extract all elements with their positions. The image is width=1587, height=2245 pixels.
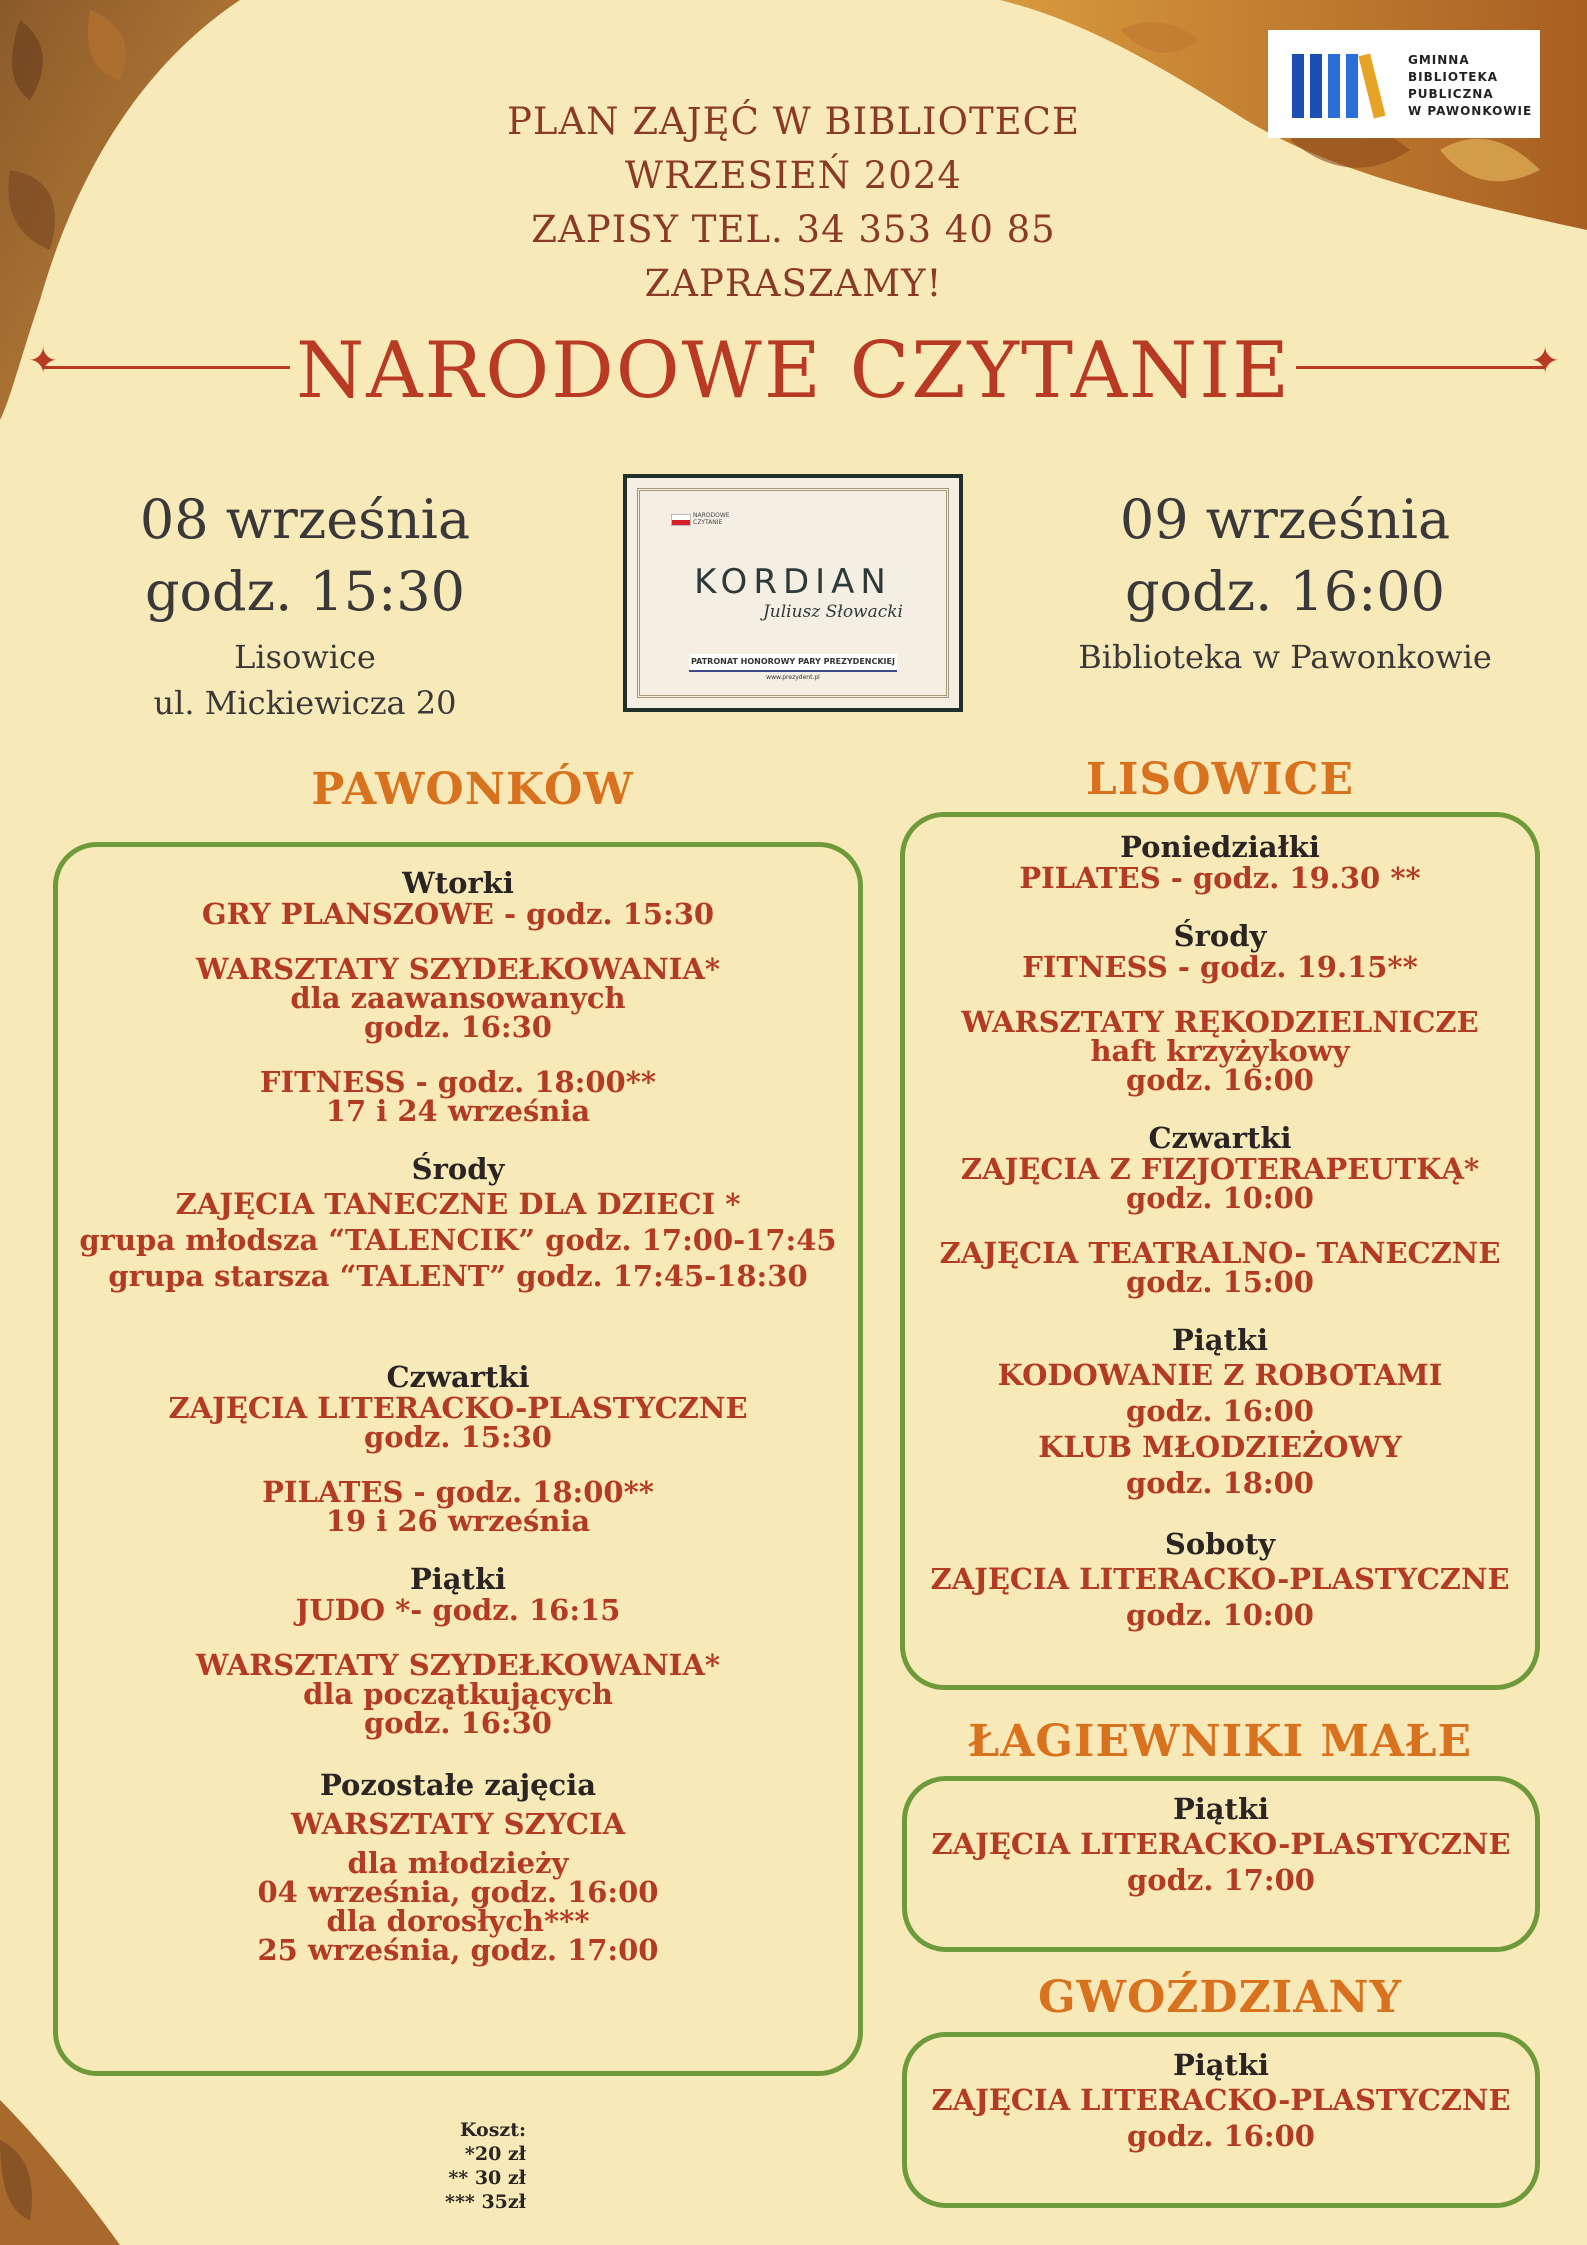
header-line-2: WRZESIEŃ 2024 — [625, 154, 962, 197]
event-right-date: 09 września — [1119, 488, 1451, 551]
activity: ZAJĘCIA LITERACKO-PLASTYCZNE — [931, 2083, 1511, 2117]
activity-time: godz. 17:00 — [1127, 1863, 1315, 1897]
day-label: Soboty — [1164, 1527, 1276, 1561]
activity: WARSZTATY SZYDEŁKOWANIA* — [195, 1648, 720, 1682]
activity-time: 25 września, godz. 17:00 — [257, 1933, 659, 1967]
day-label: Wtorki — [402, 866, 514, 900]
cost-item: ** 30 zł — [448, 2167, 526, 2189]
lagiewniki-schedule — [905, 1792, 1537, 1898]
header-line-3: ZAPISY TEL. 34 353 40 85 — [531, 208, 1056, 251]
flag-icon — [671, 514, 691, 526]
event-left-place: Lisowice — [234, 638, 376, 676]
activity-detail: 17 i 24 września — [325, 1094, 591, 1128]
cost-legend — [440, 2118, 526, 2214]
activity: ZAJĘCIA LITERACKO-PLASTYCZNE — [930, 1562, 1510, 1596]
day-label: Czwartki — [386, 1360, 530, 1394]
activity: ZAJĘCIA Z FIZJOTERAPEUTKĄ* — [960, 1152, 1480, 1186]
activity-time: 04 września, godz. 16:00 — [257, 1875, 659, 1909]
activity-detail: haft krzyżykowy — [1090, 1034, 1350, 1068]
activity-time: godz. 15:30 — [364, 1420, 552, 1454]
activity: WARSZTATY SZYDEŁKOWANIA* — [195, 952, 720, 986]
day-label: Poniedziałki — [1120, 830, 1320, 864]
activity: ZAJĘCIA TEATRALNO- TANECZNE — [939, 1236, 1501, 1270]
day-label: Piątki — [1171, 1323, 1269, 1357]
activity-time: godz. 10:00 — [1126, 1598, 1314, 1632]
lisowice-schedule — [905, 830, 1535, 1633]
poster-url: www.prezydent.pl — [766, 674, 820, 681]
event-right-time: godz. 16:00 — [1124, 560, 1446, 623]
section-title-lisowice: LISOWICE — [1085, 754, 1355, 805]
activity-time: godz. 16:00 — [1126, 1394, 1314, 1428]
kordian-poster — [623, 474, 963, 712]
activity: PILATES - godz. 19.30 ** — [1019, 861, 1421, 895]
activity: JUDO *- godz. 16:15 — [295, 1593, 621, 1627]
activity: GRY PLANSZOWE - godz. 15:30 — [201, 897, 715, 931]
activity-time: godz. 10:00 — [1126, 1181, 1314, 1215]
cost-item: *** 35zł — [445, 2191, 526, 2213]
logo-line: BIBLIOTEKA — [1408, 70, 1499, 84]
activity-detail: dla początkujących — [303, 1677, 613, 1711]
poster-small-text: NARODOWE CZYTANIE — [693, 512, 730, 526]
day-label: Czwartki — [1148, 1121, 1292, 1155]
event-right-place: Biblioteka w Pawonkowie — [1078, 638, 1492, 676]
poster-patron: PATRONAT HONOROWY PARY PREZYDENCKIEJ — [689, 654, 897, 672]
activity-time: godz. 18:00 — [1126, 1466, 1314, 1500]
activity: ZAJĘCIA LITERACKO-PLASTYCZNE — [168, 1391, 748, 1425]
activity: WARSZTATY RĘKODZIELNICZE — [961, 1005, 1479, 1039]
gwozdziany-schedule — [905, 2048, 1537, 2154]
logo-line: GMINNA — [1408, 53, 1470, 67]
activity-detail: dla zaawansowanych — [290, 981, 626, 1015]
pawonkow-schedule — [60, 866, 856, 1965]
activity: WARSZTATY SZYCIA — [290, 1807, 626, 1841]
section-title-gwozdziany: GWOŹDZIANY — [1037, 1972, 1403, 2023]
day-label: Piątki — [1172, 1792, 1270, 1826]
activity-detail: dla dorosłych*** — [326, 1904, 590, 1938]
activity-time: godz. 15:00 — [1126, 1265, 1314, 1299]
cost-item: *20 zł — [464, 2143, 526, 2165]
section-title-pawonkow: PAWONKÓW — [311, 764, 634, 815]
activity: PILATES - godz. 18:00** — [262, 1475, 654, 1509]
day-label: Środy — [411, 1152, 505, 1186]
activity: KODOWANIE Z ROBOTAMI — [997, 1358, 1443, 1392]
activity: ZAJĘCIA TANECZNE DLA DZIECI * — [175, 1187, 741, 1221]
poster-author: Juliusz Słowacki — [762, 602, 903, 622]
sparkle-icon: ✦ — [1530, 341, 1561, 382]
activity-detail: grupa starsza “TALENT” godz. 17:45-18:30 — [108, 1259, 808, 1293]
event-left-time: godz. 15:30 — [144, 560, 466, 623]
poster-title: KORDIAN — [694, 562, 892, 602]
sparkle-icon: ✦ — [28, 341, 59, 382]
activity-detail: dla młodzieży — [347, 1846, 569, 1880]
event-left-address: ul. Mickiewicza 20 — [153, 684, 457, 722]
logo-line: W PAWONKOWIE — [1408, 104, 1533, 118]
section-title-lagiewniki: ŁAGIEWNIKI MAŁE — [967, 1716, 1473, 1767]
cost-label: Koszt: — [459, 2119, 526, 2141]
activity: ZAJĘCIA LITERACKO-PLASTYCZNE — [931, 1827, 1511, 1861]
activity-detail: grupa młodsza “TALENCIK” godz. 17:00-17:45 — [79, 1223, 837, 1257]
activity: FITNESS - godz. 19.15** — [1022, 950, 1418, 984]
day-label: Piątki — [1172, 2048, 1270, 2082]
activity-time: godz. 16:30 — [364, 1706, 552, 1740]
event-left-date: 08 września — [139, 488, 471, 551]
day-label: Środy — [1173, 919, 1267, 953]
header-line-1: PLAN ZAJĘĆ W BIBLIOTECE — [507, 100, 1080, 143]
day-label: Pozostałe zajęcia — [319, 1768, 597, 1802]
logo-line: PUBLICZNA — [1408, 87, 1494, 101]
activity-time: godz. 16:00 — [1127, 2119, 1315, 2153]
activity: KLUB MŁODZIEŻOWY — [1038, 1430, 1402, 1464]
activity-time: godz. 16:00 — [1126, 1063, 1314, 1097]
event-title: NARODOWE CZYTANIE — [295, 326, 1292, 416]
activity-time: godz. 16:30 — [364, 1010, 552, 1044]
activity-detail: 19 i 26 września — [325, 1504, 591, 1538]
activity: FITNESS - godz. 18:00** — [259, 1065, 657, 1099]
header-line-4: ZAPRASZAMY! — [644, 262, 943, 305]
day-label: Piątki — [409, 1562, 507, 1596]
